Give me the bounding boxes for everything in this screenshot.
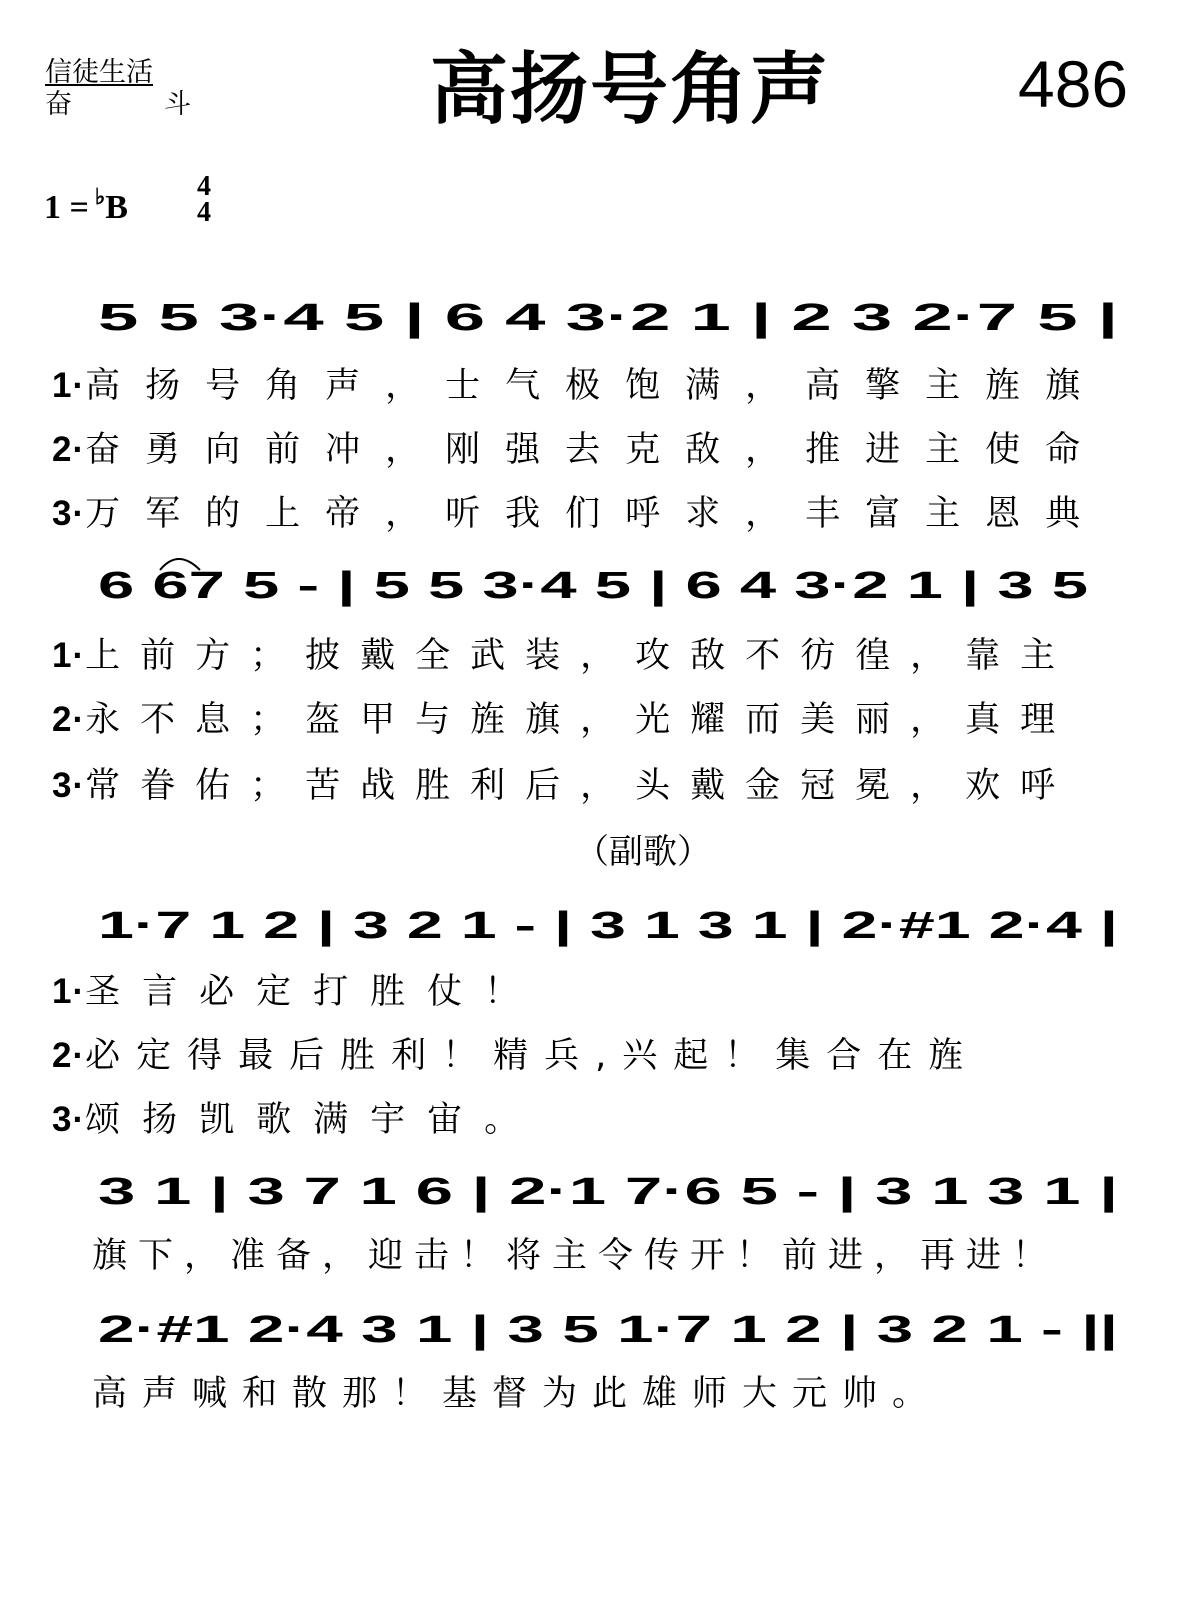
svg-text:3 1 | 3 7 1 6 | 2·1 7·6 5 - |: 3 1 | 3 7 1 6 | 2·1 7·6 5 - | 3 1 3 1 | [98, 1171, 1118, 1213]
lyric-line: 2·奋勇向前冲，刚强去克敌，推进主使命 [52, 430, 1106, 470]
svg-text:5 5 3·4 5 | 6 4 3·2 1 | 2 3 2·: 5 5 3·4 5 | 6 4 3·2 1 | 2 3 2·7 5 | [98, 297, 1118, 339]
system-1-notes [98, 297, 1118, 339]
lyric-line: 2·永不息；盔甲与旌旗，光耀而美丽，真理 [52, 700, 1076, 740]
chorus-label: （副歌） [575, 832, 711, 872]
system-5-notes [98, 1309, 1118, 1351]
lyric-line: 1·高扬号角声，士气极饱满，高擎主旌旗 [52, 366, 1106, 406]
hymn-title: 高扬号角声 [430, 45, 831, 135]
time-signature: 4 4 [197, 171, 211, 228]
lyric-line: 1·上前方；披戴全武装，攻敌不彷徨，靠主 [52, 636, 1076, 676]
subcategory-label: 奋 斗 [45, 89, 191, 120]
hymn-number: 486 [1018, 47, 1129, 121]
lyric-line: 2·必定得最后胜利！精兵,兴起！集合在旌 [52, 1036, 980, 1076]
system-4-notes [98, 1171, 1118, 1213]
svg-text:1·7 1 2 | 3 2 1 - | 3 1 3 1 |: 1·7 1 2 | 3 2 1 - | 3 1 3 1 | 2·#1 2·4 | [98, 905, 1118, 947]
lyric-line: 3·常眷佑；苦战胜利后，头戴金冠冕，欢呼 [52, 766, 1076, 806]
category-label: 信徒生活 [45, 57, 153, 88]
system-3-notes [98, 905, 1118, 947]
svg-text:2·#1 2·4 3 1 | 3 5 1·7 1 2 | 3: 2·#1 2·4 3 1 | 3 5 1·7 1 2 | 3 2 1 - || [98, 1309, 1118, 1351]
key-signature: 1 = ♭B [44, 184, 128, 226]
lyric-line: 1·圣言必定打胜仗！ [52, 972, 542, 1012]
lyric-line: 旗下，准备，迎击！将主令传开！前进，再进！ [92, 1236, 1059, 1276]
lyric-line: 3·万军的上帝，听我们呼求，丰富主恩典 [52, 494, 1106, 534]
svg-text:6 67 5 - | 5 5 3·4 5 | 6 4 3·2: 6 67 5 - | 5 5 3·4 5 | 6 4 3·2 1 | 3 5 [98, 565, 1088, 607]
system-2-notes [98, 559, 1088, 607]
lyric-line: 高声喊和散那！基督为此雄师大元帅。 [92, 1374, 943, 1414]
flat-icon: ♭ [94, 184, 106, 209]
system-notes-text [98, 297, 1118, 339]
lyric-line: 3·颂扬凯歌满宇宙。 [52, 1100, 542, 1140]
